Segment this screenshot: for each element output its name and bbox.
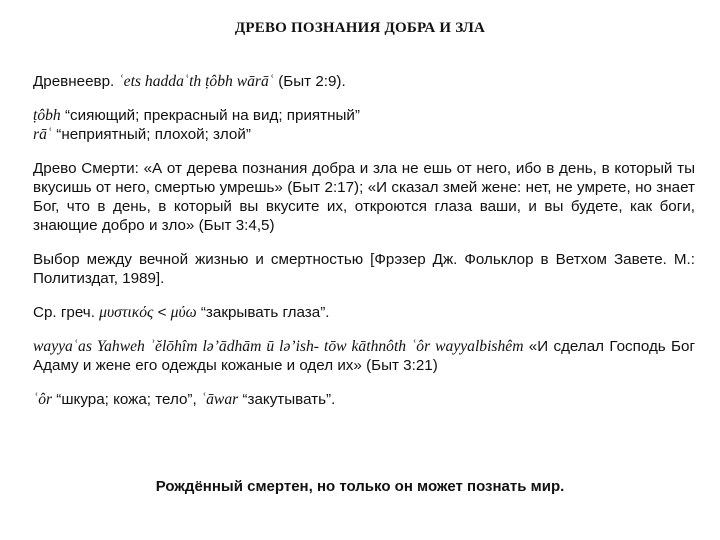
- paragraph-etymology: [33, 72, 695, 91]
- greek-word-mystikos: μυστικός: [99, 304, 154, 321]
- gloss-awar: “закутывать”.: [238, 391, 336, 408]
- gloss-tobh: “сияющий; прекрасный на вид; приятный”: [60, 107, 360, 124]
- conclusion: Рождённый смертен, но только он может познать мир.: [155, 478, 565, 495]
- bible-reference: (Быт 2:9).: [273, 73, 346, 90]
- paragraph-garments: [33, 337, 695, 375]
- paragraph-tree-of-death: Древо Смерти: «А от дерева познания добра и зла не ешь от него, ибо в день, в который ты вкусишь от него, смертью умрешь» (Быт 2:17); «И сказал змей жене: нет, не умрете, но знает Бог, что в день, в который вы вкусите их, откроются глаза ваши, и вы будете, как боги, знающие добро и зло» (Быт 3:4,5): [33, 160, 695, 234]
- garments-quote: «И сделал Господь Бог Адаму и жене его одежды кожаные и одел их» (Быт 3:21): [33, 338, 695, 374]
- gloss-line-tobh: [33, 106, 695, 125]
- content-body: [33, 72, 695, 424]
- word-or: ʿôr: [33, 391, 53, 408]
- word-awar: ʿāwar: [200, 391, 239, 408]
- paragraph-greek: [33, 303, 695, 322]
- garments-transliteration: wayyaʿas Yahweh ʾĕlōhîm lə’ādhām ū lə’ish- tōw kāthnôth ʿôr wayyalbishêm: [33, 338, 524, 355]
- gloss-line-ra: [33, 125, 695, 144]
- page-title: ДРЕВО ПОЗНАНИЯ ДОБРА И ЗЛА: [234, 20, 486, 36]
- gloss-or: “шкура; кожа; тело”,: [52, 391, 201, 408]
- gloss-ra: “неприятный; плохой; злой”: [52, 126, 251, 143]
- greek-word-myo: μύω: [170, 304, 197, 321]
- word-ra: rāʿ: [33, 126, 53, 143]
- paragraph-skin: [33, 390, 695, 409]
- word-tobh: ṭôbh: [33, 107, 61, 124]
- hebrew-transliteration: ʿets haddaʿth ṭôbh wārāʿ: [118, 73, 274, 90]
- greek-prefix: Ср. греч.: [33, 304, 100, 321]
- greek-mid: <: [153, 304, 171, 321]
- greek-gloss: “закрывать глаза”.: [196, 304, 330, 321]
- paragraph-glosses: [33, 106, 695, 144]
- paragraph-choice: Выбор между вечной жизнью и смертностью [Фрэзер Дж. Фольклор в Ветхом Завете. М.: Политиздат, 1989].: [33, 251, 695, 287]
- etymology-prefix: Древнеевр.: [33, 73, 119, 90]
